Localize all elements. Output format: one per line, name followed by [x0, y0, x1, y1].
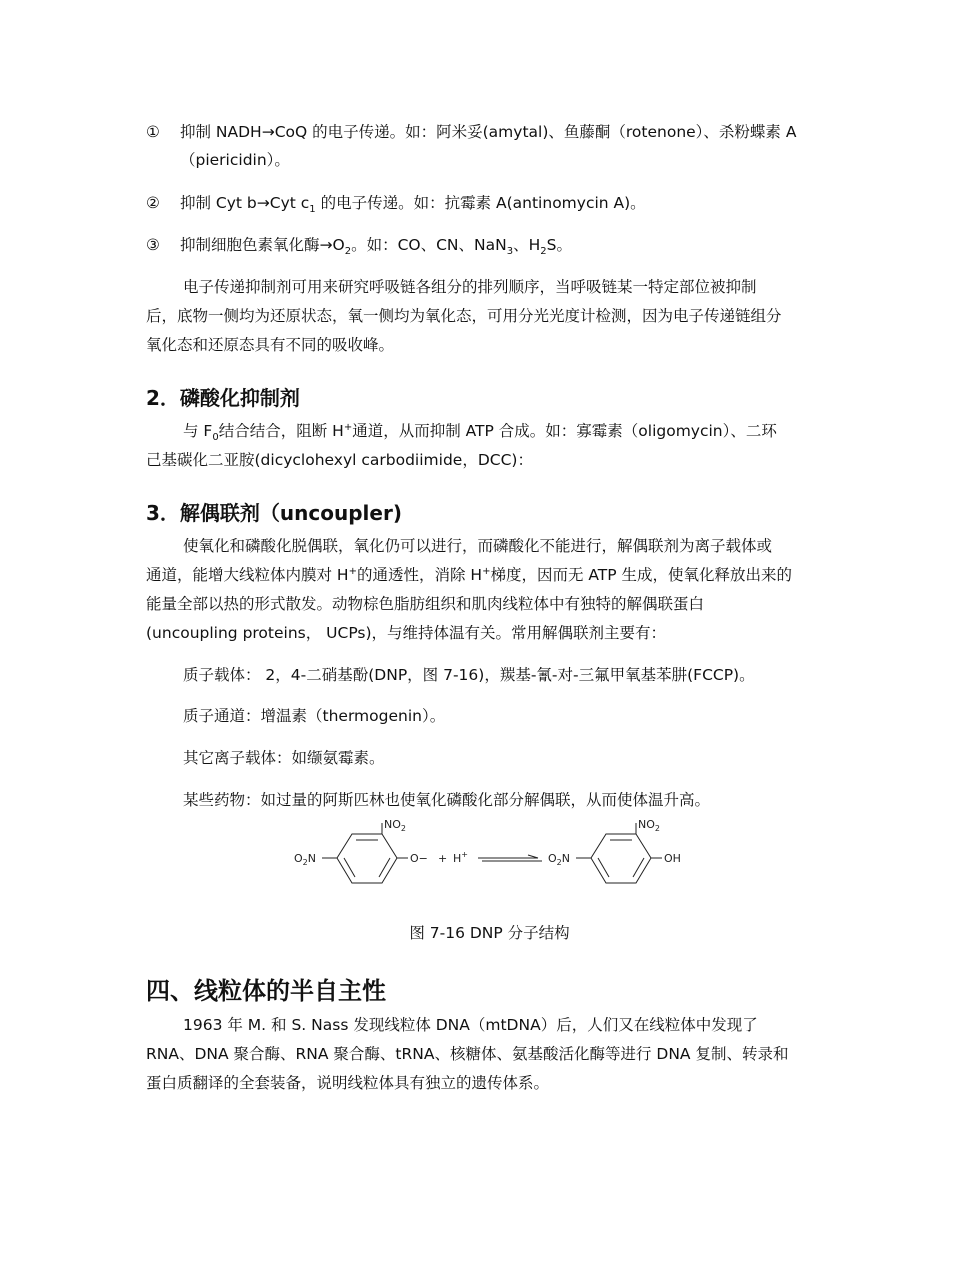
paragraph-line: 己基碳化二亚胺(dicyclohexyl carbodiimide，DCC)： [146, 451, 533, 469]
inhibitor-item-2 [146, 193, 646, 216]
inhibitor-item-1 [146, 122, 796, 142]
right-oh-label: OH [664, 852, 681, 865]
superscript: + [482, 565, 491, 577]
inhibitor-item-1-cont [180, 150, 290, 170]
uncoupler-item: 质子载体： 2，4-二硝基酚(DNP，图 7-16)，羰基-氰-对-三氟甲氧基苯肼(FCCP)。 [183, 666, 755, 684]
paragraph-line: 电子传递抑制剂可用来研究呼吸链各组分的排列顺序，当呼吸链某一特定部位被抑制 [183, 278, 757, 296]
paragraph-line: RNA、DNA 聚合酶、RNA 聚合酶、tRNA、核糖体、氨基酸活化酶等进行 DNA 复制、转录和 [146, 1045, 789, 1063]
subscript: 2 [540, 246, 547, 258]
left-no2-label: $NO_2$ [384, 818, 406, 833]
item-text-a: 抑制细胞色素氧化酶→O [180, 236, 345, 254]
plus-sign: + [438, 852, 448, 865]
right-no2-label: $NO_2$ [638, 818, 660, 833]
text-part: 通道，从而抑制 ATP 合成。如：寡霉素（oligomycin）、二环 [352, 422, 777, 440]
right-benzene-ring [591, 834, 651, 883]
dnp-structure-figure [280, 815, 700, 905]
left-benzene-ring [337, 834, 397, 883]
paragraph-line: (uncoupling proteins， UCPs)，与维持体温有关。常用解偶联剂主要有： [146, 624, 667, 642]
section-heading: 四、线粒体的半自主性 [146, 977, 386, 1005]
inhibitor-item-3 [146, 235, 572, 258]
uncoupler-item: 某些药物：如过量的阿斯匹林也使氧化磷酸化部分解偶联，从而使体温升高。 [183, 791, 711, 809]
left-o-minus-label: O− [410, 852, 428, 865]
paragraph-line [146, 565, 792, 585]
section-heading: 3．解偶联剂（uncoupler) [146, 501, 402, 525]
item-text: 抑制 NADH→CoQ 的电子传递。如：阿米妥(amytal)、鱼藤酮（rotenone）、杀粉蝶素 A [180, 123, 797, 141]
superscript: + [343, 421, 353, 433]
paragraph-line: 使氧化和磷酸化脱偶联，氧化仍可以进行，而磷酸化不能进行，解偶联剂为离子载体或 [183, 537, 773, 555]
right-o2n-label: $O_2N$ [548, 852, 570, 867]
paragraph-line: 氧化态和还原态具有不同的吸收峰。 [146, 336, 395, 354]
subscript: 3 [506, 246, 514, 258]
item-text-b: 的电子传递。如：抗霉素 A(antinomycin A)。 [315, 194, 646, 212]
item-number: ② [146, 194, 160, 212]
item-text-d: S。 [546, 236, 572, 254]
left-o2n-label: $O_2N$ [294, 852, 316, 867]
subscript: 0 [212, 432, 219, 444]
paragraph-line: 后，底物一侧均为还原状态，氧一侧均为氧化态，可用分光光度计检测，因为电子传递链组分 [146, 307, 782, 325]
paragraph-line [183, 421, 777, 444]
item-text-c: 、H [513, 236, 541, 254]
section-heading: 2．磷酸化抑制剂 [146, 386, 300, 410]
superscript: + [348, 565, 357, 577]
uncoupler-item: 其它离子载体：如缬氨霉素。 [183, 749, 385, 767]
item-number: ③ [146, 236, 160, 254]
paragraph-line: 能量全部以热的形式散发。动物棕色脂肪组织和肌肉线粒体中有独特的解偶联蛋白 [146, 595, 705, 613]
item-text-b: 。如：CO、CN、NaN [351, 236, 507, 254]
item-text: （piericidin）。 [180, 151, 290, 169]
text-part: 结合结合，阻断 H [218, 422, 344, 440]
figure-caption: 图 7-16 DNP 分子结构 [409, 924, 570, 942]
text-part: 与 F [183, 422, 213, 440]
paragraph-line: 1963 年 M. 和 S. Nass 发现线粒体 DNA（mtDNA）后，人们又在线粒体中发现了 [183, 1016, 758, 1034]
subscript: 1 [309, 204, 316, 216]
text-part: 通道，能增大线粒体内膜对 H [146, 566, 349, 584]
item-text-a: 抑制 Cyt b→Cyt c [180, 194, 310, 212]
item-number: ① [146, 123, 160, 141]
text-part: 梯度，因而无 ATP 生成，使氧化释放出来的 [490, 566, 793, 584]
subscript: 2 [344, 246, 352, 258]
uncoupler-item: 质子通道：增温素（thermogenin）。 [183, 707, 446, 725]
h-plus-label: H+ [453, 850, 468, 865]
text-part: 的通透性，消除 H [356, 566, 483, 584]
paragraph-line: 蛋白质翻译的全套装备，说明线粒体具有独立的遗传体系。 [146, 1074, 550, 1092]
